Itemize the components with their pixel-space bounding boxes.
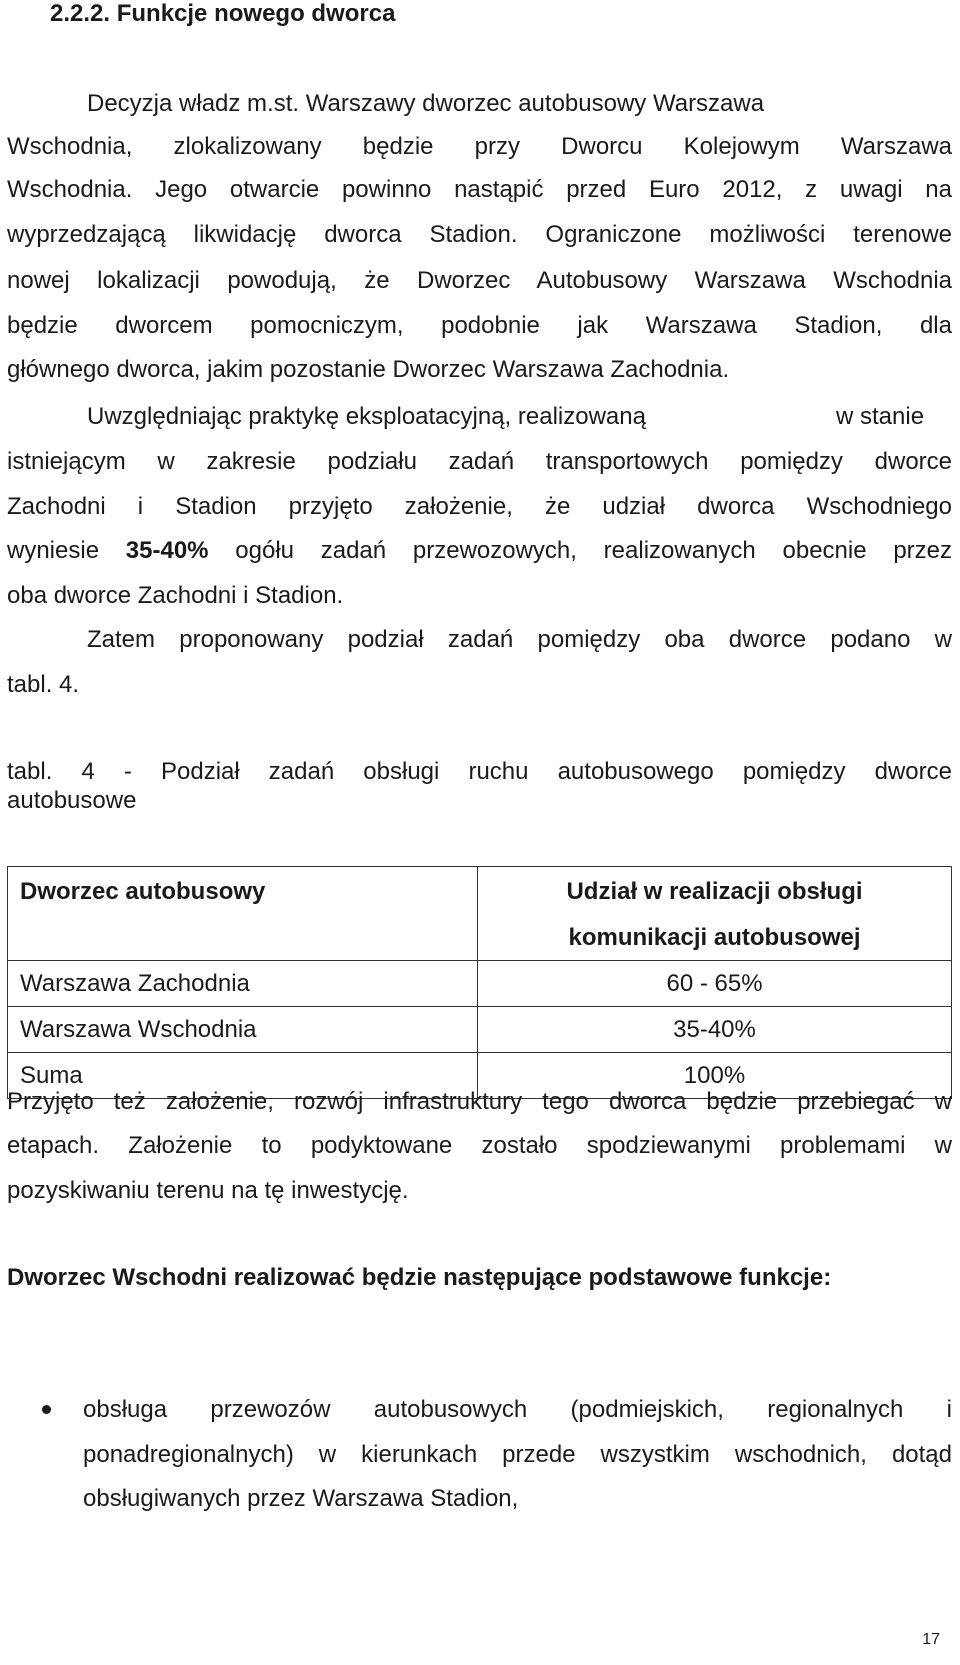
bullet-item-line: ponadregionalnych) w kierunkach przede wszystkim wschodnich, dotąd: [83, 1441, 952, 1468]
station-share-table: [7, 866, 952, 1099]
paragraph-line: istniejącym w zakresie podziału zadań transportowych pomiędzy dworce: [7, 448, 952, 475]
table-header-row: [8, 867, 952, 961]
text-segment: ogółu zadań przewozowych, realizowanych obecnie przez: [208, 537, 953, 564]
paragraph-line-tail: w stanie: [836, 403, 925, 430]
paragraph-line: Wschodnia, zlokalizowany będzie przy Dworcu Kolejowym Warszawa: [7, 133, 952, 160]
paragraph-line: głównego dworca, jakim pozostanie Dworzec Warszawa Zachodnia.: [7, 356, 730, 383]
share-cell: 60 - 65%: [478, 961, 952, 1007]
paragraph-line: Decyzja władz m.st. Warszawy dworzec autobusowy Warszawa: [87, 90, 765, 117]
bold-percentage: 35-40%: [125, 537, 209, 564]
text-segment: wyniesie: [7, 537, 126, 564]
header-share-line-1: Udział w realizacji obsługi: [566, 878, 863, 905]
table-row: [8, 961, 952, 1007]
paragraph-line: nowej lokalizacji powodują, że Dworzec Autobusowy Warszawa Wschodnia: [7, 267, 952, 294]
paragraph-line: tabl. 4.: [7, 671, 80, 698]
station-cell: Warszawa Wschodnia: [8, 1007, 478, 1053]
section-heading: 2.2.2. Funkcje nowego dworca: [50, 0, 396, 27]
page-number: 17: [922, 1631, 940, 1648]
paragraph-line: pozyskiwaniu terenu na tę inwestycję.: [7, 1177, 409, 1204]
station-cell: Warszawa Zachodnia: [8, 961, 478, 1007]
table-row: [8, 1007, 952, 1053]
share-cell: 100%: [478, 1053, 952, 1099]
paragraph-line: Zatem proponowany podział zadań pomiędzy oba dworce podano w: [87, 626, 952, 653]
header-station: Dworzec autobusowy: [8, 867, 478, 961]
paragraph-line: wyprzedzającą likwidację dworca Stadion. Ograniczone możliwości terenowe: [7, 221, 952, 248]
paragraph-line: Uwzględniając praktykę eksploatacyjną, realizowaną: [87, 403, 646, 430]
paragraph-line: Zachodni i Stadion przyjęto założenie, że udział dworca Wschodniego: [7, 493, 952, 520]
functions-heading: Dworzec Wschodni realizować będzie następujące podstawowe funkcje:: [7, 1264, 832, 1291]
paragraph-line-with-bold: [7, 536, 952, 566]
paragraph-line: oba dworce Zachodni i Stadion.: [7, 582, 344, 609]
share-cell: 35-40%: [478, 1007, 952, 1053]
header-share: [478, 867, 952, 961]
paragraph-line: Wschodnia. Jego otwarcie powinno nastąpić przed Euro 2012, z uwagi na: [7, 176, 952, 203]
table-caption-continued: autobusowe: [7, 787, 137, 814]
header-share-line-2: komunikacji autobusowej: [568, 924, 861, 951]
paragraph-line: Przyjęto też założenie, rozwój infrastruktury tego dworca będzie przebiegać w: [7, 1088, 952, 1115]
paragraph-line: będzie dworcem pomocniczym, podobnie jak Warszawa Stadion, dla: [7, 312, 952, 339]
station-cell: Suma: [8, 1053, 478, 1099]
table-caption: tabl. 4 - Podział zadań obsługi ruchu autobusowego pomiędzy dworce: [7, 758, 952, 785]
bullet-item-line: obsługiwanych przez Warszawa Stadion,: [83, 1485, 519, 1512]
paragraph-line: etapach. Założenie to podyktowane zostało spodziewanymi problemami w: [7, 1132, 952, 1159]
bullet-item-line: obsługa przewozów autobusowych (podmiejskich, regionalnych i: [83, 1396, 952, 1423]
bullet-icon: [42, 1405, 51, 1414]
